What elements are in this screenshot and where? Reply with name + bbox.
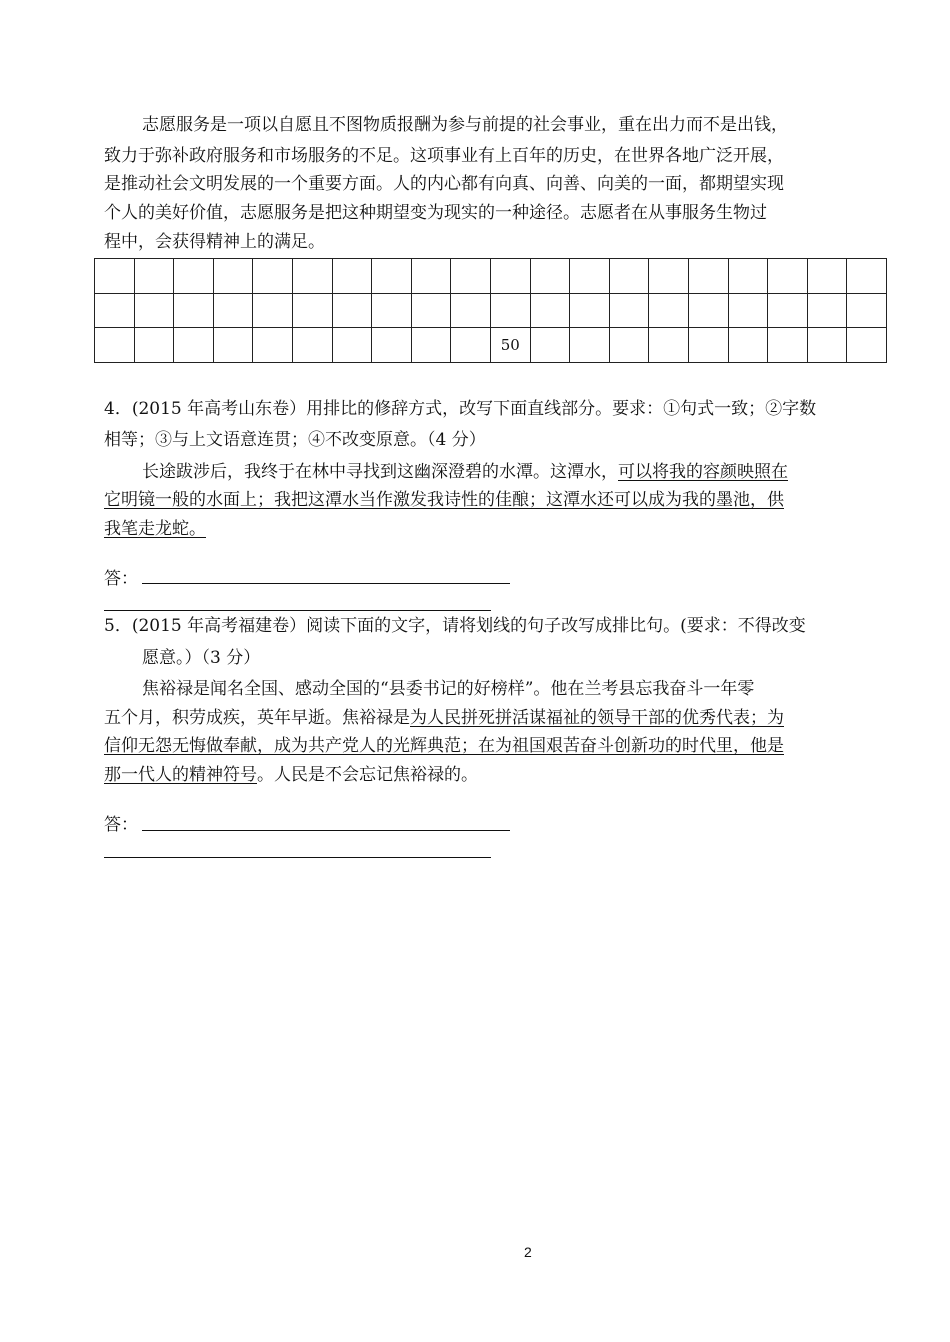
grid-cell[interactable] (609, 259, 649, 294)
passage1-line-4: 个人的美好价值，志愿服务是把这种期望变为现实的一种途径。志愿者在从事服务生物过 (104, 203, 767, 223)
grid-cell[interactable] (332, 259, 372, 294)
q5-text-line-4 (104, 764, 478, 786)
q5-text-line-3: 信仰无怨无悔做奉献，成为共产党人的光辉典范；在为祖国艰苦奋斗创新功的时代里，他是 (104, 736, 784, 756)
q4-answer-label: 答： (104, 569, 138, 589)
passage1-line-3: 是推动社会文明发展的一个重要方面。人的内心都有向真、向善、向美的一面，都期望实现 (104, 174, 784, 194)
grid-cell[interactable] (372, 259, 412, 294)
q5-answer-line-2[interactable] (104, 857, 491, 858)
grid-cell[interactable] (213, 259, 253, 294)
grid-cell[interactable] (649, 328, 689, 363)
q4-prompt-line-2: 相等；③与上文语意连贯；④不改变原意。（4 分） (104, 430, 486, 450)
grid-row (95, 328, 887, 363)
passage1-line-5: 程中，会获得精神上的满足。 (104, 232, 325, 252)
grid-cell[interactable] (451, 293, 491, 328)
grid-cell[interactable] (688, 328, 728, 363)
grid-cell[interactable] (570, 293, 610, 328)
grid-cell[interactable] (95, 259, 135, 294)
grid-cell[interactable] (411, 328, 451, 363)
grid-cell[interactable] (292, 293, 332, 328)
q4-text-line-2: 它明镜一般的水面上；我把这潭水当作激发我诗性的佳酿；这潭水还可以成为我的墨池，供 (104, 490, 784, 510)
grid-cell[interactable] (411, 293, 451, 328)
grid-cell[interactable] (728, 259, 768, 294)
grid-cell[interactable] (609, 293, 649, 328)
grid-cell[interactable] (174, 259, 214, 294)
grid-cell[interactable] (134, 293, 174, 328)
grid-cell[interactable] (768, 293, 808, 328)
grid-row (95, 259, 887, 294)
grid-cell[interactable] (174, 293, 214, 328)
q5-prompt-line-1: 5．(2015 年高考福建卷）阅读下面的文字，请将划线的句子改写成排比句。(要求：不得改变 (104, 616, 806, 636)
grid-cell[interactable] (372, 293, 412, 328)
grid-cell[interactable] (292, 328, 332, 363)
grid-cell[interactable] (134, 259, 174, 294)
grid-cell[interactable] (451, 259, 491, 294)
grid-cell[interactable] (253, 328, 293, 363)
q4-answer-line-2[interactable] (104, 610, 491, 611)
grid-cell[interactable] (728, 293, 768, 328)
q4-text-line-3: 我笔走龙蛇。 (104, 519, 206, 539)
page-number: 2 (524, 1244, 532, 1260)
q4-answer-line-1[interactable] (142, 583, 510, 584)
q5-text-underlined-end: 那一代人的精神符号 (104, 765, 257, 785)
grid-cell[interactable] (570, 259, 610, 294)
grid-cell[interactable] (292, 259, 332, 294)
q4-text-line-1 (142, 461, 788, 483)
grid-cell[interactable] (530, 293, 570, 328)
grid-cell[interactable] (332, 328, 372, 363)
grid-cell[interactable] (807, 259, 847, 294)
grid-cell[interactable] (688, 293, 728, 328)
grid-cell[interactable] (174, 328, 214, 363)
q4-prompt-line-1: 4．(2015 年高考山东卷）用排比的修辞方式，改写下面直线部分。要求：①句式一致；②字数 (104, 399, 817, 419)
grid-cell[interactable] (688, 259, 728, 294)
writing-grid (94, 258, 887, 363)
q5-text-underlined: 为人民拼死拼活谋福祉的领导干部的优秀代表；为 (410, 708, 784, 728)
grid-cell[interactable] (609, 328, 649, 363)
grid-cell[interactable] (768, 259, 808, 294)
grid-cell[interactable] (530, 328, 570, 363)
grid-cell[interactable] (253, 259, 293, 294)
grid-row (95, 293, 887, 328)
grid-cell-marker[interactable]: 50 (490, 328, 530, 363)
grid-cell[interactable] (372, 328, 412, 363)
grid-cell[interactable] (649, 259, 689, 294)
grid-cell[interactable] (332, 293, 372, 328)
q5-text-line-2 (104, 707, 784, 729)
grid-cell[interactable] (451, 328, 491, 363)
grid-cell[interactable] (847, 328, 887, 363)
q4-text-plain: 长途跋涉后，我终于在林中寻找到这幽深澄碧的水潭。这潭水， (142, 462, 618, 482)
q5-answer-line-1[interactable] (142, 830, 510, 831)
grid-cell[interactable] (649, 293, 689, 328)
grid-cell[interactable] (95, 328, 135, 363)
grid-cell[interactable] (807, 293, 847, 328)
q5-prompt-line-2: 愿意。）（3 分） (142, 648, 261, 668)
grid-cell[interactable] (490, 293, 530, 328)
grid-cell[interactable] (95, 293, 135, 328)
grid-cell[interactable] (847, 293, 887, 328)
passage1-line-1: 志愿服务是一项以自愿且不图物质报酬为参与前提的社会事业，重在出力而不是出钱， (142, 115, 788, 135)
q4-text-underlined: 可以将我的容颜映照在 (618, 462, 788, 482)
grid-cell[interactable] (490, 259, 530, 294)
q5-text-plain-end: 。人民是不会忘记焦裕禄的。 (257, 765, 478, 785)
q5-text-plain: 五个月，积劳成疾，英年早逝。焦裕禄是 (104, 708, 410, 728)
passage1-line-2: 致力于弥补政府服务和市场服务的不足。这项事业有上百年的历史，在世界各地广泛开展， (104, 146, 784, 166)
grid-cell[interactable] (728, 328, 768, 363)
grid-cell[interactable] (570, 328, 610, 363)
grid-cell[interactable] (411, 259, 451, 294)
grid-cell[interactable] (847, 259, 887, 294)
grid-cell[interactable] (530, 259, 570, 294)
grid-cell[interactable] (807, 328, 847, 363)
grid-cell[interactable] (213, 293, 253, 328)
grid-cell[interactable] (768, 328, 808, 363)
q5-text-line-1: 焦裕禄是闻名全国、感动全国的“县委书记的好榜样”。他在兰考县忘我奋斗一年零 (142, 679, 755, 699)
grid-cell[interactable] (134, 328, 174, 363)
grid-cell[interactable] (253, 293, 293, 328)
grid-cell[interactable] (213, 328, 253, 363)
q5-answer-label: 答： (104, 815, 138, 835)
